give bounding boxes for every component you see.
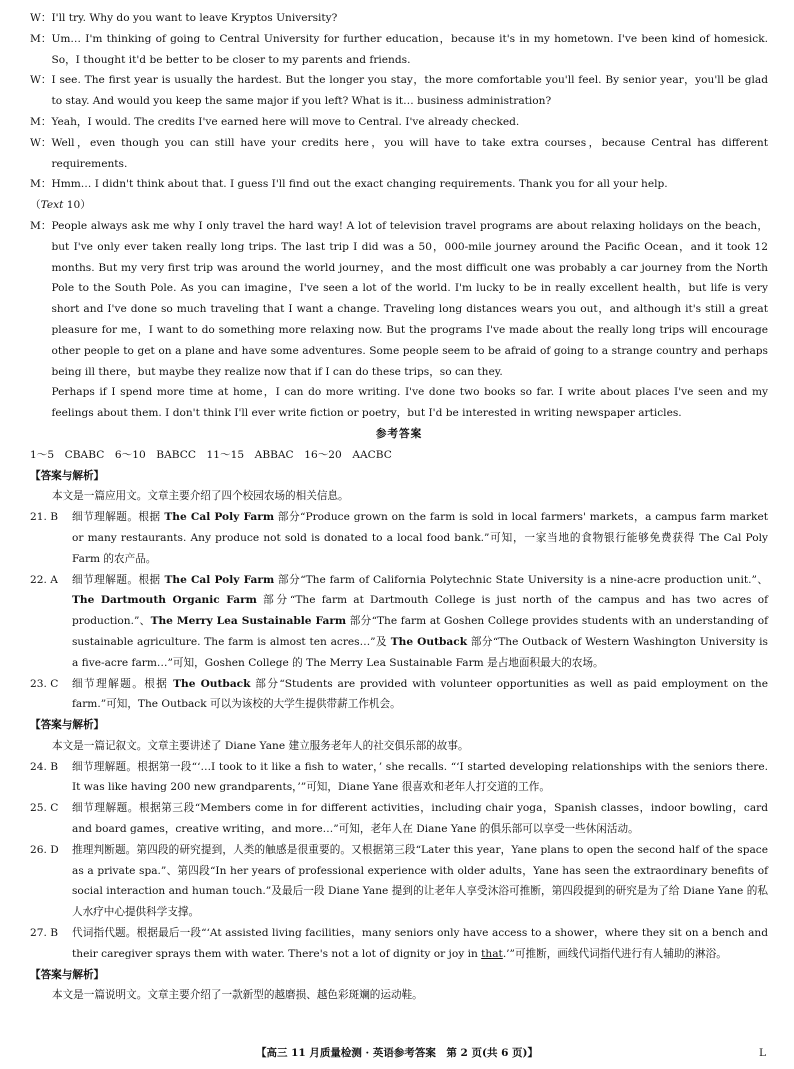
question-22: 22. A 细节理解题。根据 The Cal Poly Farm 部分“The farm of California Polytechnic State University is a nine-acre production unit.”、The Dartmouth Organic Farm 部分“The farm at Dartmouth College is just north of the campus and has two acres of production.”、The Merry Lea Sustainable Farm 部分“The farm at Goshen College provides students with an understanding of sustainable agriculture. The farm is almost ten acres…”及 The Outback 部分“The Outback of Western Washington University is a five-acre farm…”可知，Goshen College 的 The Merry Lea Sustainable Farm 是占地面积最大的农场。 <box>30 570 768 674</box>
speaker: M： <box>30 178 52 191</box>
answers-title: 参考答案 <box>375 427 423 440</box>
text10-label: （Text 10） <box>30 199 91 212</box>
dialogue-text9 <box>30 8 768 195</box>
speaker: W： <box>30 74 52 87</box>
speaker: M： <box>30 115 52 128</box>
speaker: M： <box>30 219 52 232</box>
line-text: I'll try. Why do you want to leave Kryptos University? <box>51 12 338 24</box>
question-number: 25. C <box>30 802 59 815</box>
text10-label-word: Text <box>40 199 64 212</box>
question-number: 26. D <box>30 843 59 856</box>
speaker: W： <box>30 12 52 24</box>
line-text: I see. The first year is usually the hardest. But the longer you stay，the more comfortable you'll feel. By senior year，you'll be glad to stay. And would you keep the same major if you left? What is it… business administration? <box>51 74 768 108</box>
line-text: Well，even though you can still have your credits here，you will have to take extra courses，because Central has different requirements. <box>51 136 768 170</box>
answer-page <box>30 8 768 1006</box>
section-b-intro: 本文是一篇记叙文。文章主要讲述了 Diane Yane 建立服务老年人的社交俱乐部的故事。 <box>52 739 469 752</box>
speaker: W： <box>30 136 52 149</box>
text10-monologue <box>30 216 768 424</box>
text10-paragraph-2: Perhaps if I spend more time at home，I can do more writing. I've done two books so far. I write about places I've seen and my feelings about them. I don't think I'll ever write fiction or poetry，but I'd be interested in writing newspaper articles. <box>51 386 768 420</box>
underlined-word: that <box>481 947 503 960</box>
section-label-c: 【答案与解析】 <box>30 968 105 981</box>
question-number: 22. A <box>30 573 58 586</box>
question-26: 26. D 推理判断题。第四段的研究提到，人类的触感是很重要的。又根据第三段“Later this year，Yane plans to open the second half of the space as a private spa.”、第四段“In her years of professional experience with older adults，Yane has seen the extraordinary benefits of social interaction and human touch.”及最后一段 Diane Yane 提到的让老年人享受沐浴可推断，第四段提到的研究是为了给 Diane Yane 的私人水疗中心提供科学支撑。 <box>30 840 768 923</box>
line-text: Hmm… I didn't think about that. I guess I'll find out the exact changing requirements. Thank you for all your help. <box>51 178 668 191</box>
line-text: Yeah，I would. The credits I've earned here will move to Central. I've already checked. <box>51 115 520 128</box>
section-c-intro: 本文是一篇说明文。文章主要介绍了一款新型的越磨损、越色彩斑斓的运动鞋。 <box>52 989 423 1002</box>
question-number: 24. B <box>30 760 58 773</box>
dialogue-line <box>30 133 768 175</box>
question-number: 27. B <box>30 927 58 940</box>
dialogue-line <box>30 112 768 133</box>
dialogue-line <box>30 29 768 71</box>
answer-keys: 1～5 CBABC 6～10 BABCC 11～15 ABBAC 16～20 AACBC <box>30 448 392 461</box>
page-footer: 【高三 11 月质量检测 · 英语参考答案 第 2 页(共 6 页)】 <box>255 1047 539 1059</box>
question-number: 23. C <box>30 677 59 690</box>
corner-mark: L <box>759 1047 766 1059</box>
question-24: 24. B 细节理解题。根据第一段“‘…I took to it like a fish to water，’ she recalls. “‘I started developing relationships with the seniors there. It was like having 200 new grandparents，’”可知，Diane Yane 很喜欢和老年人打交道的工作。 <box>30 757 768 799</box>
speaker: M： <box>30 32 52 45</box>
section-label-b: 【答案与解析】 <box>30 719 105 732</box>
question-number: 21. B <box>30 511 58 524</box>
dialogue-line <box>30 8 768 29</box>
question-27: 27. B 代词指代题。根据最后一段“‘At assisted living facilities，many seniors only have access to a shower，where they sit on a bench and their caregiver sprays them with water. There's not a lot of dignity or joy in that.’”可推断，画线代词指代进行有人辅助的淋浴。 <box>30 923 768 965</box>
text10-paragraph-1: People always ask me why I only travel the hard way! A lot of television travel programs are about relaxing holidays on the beach，but I've only ever taken really long trips. The last trip I did was a 50，000-mile journey around the Pacific Ocean，and it took 12 months. But my very first trip was around the world journey，and the most difficult one was probably a car journey from the North Pole to the South Pole. As you can imagine，I've seen a lot of the world. I'm lucky to be in really excellent health，but life is very short and I've done so much traveling that I want a change. Traveling long distances wears you out，and although it's still a great pleasure for me，I want to do something more relaxing now. But the programs I've made about the really long trips will encourage other people to get on a plane and have some adventures. Some people seem to be afraid of going to a strange country and perhaps being ill there，but maybe they realize now that if I can do these trips，so can they. <box>51 219 768 378</box>
section-a-intro: 本文是一篇应用文。文章主要介绍了四个校园农场的相关信息。 <box>52 490 349 503</box>
question-21: 21. B 细节理解题。根据 The Cal Poly Farm 部分“Produce grown on the farm is sold in local farmers' markets，a campus farm market or many restaurants. Any produce not sold is donated to a local food bank.”可知，一家当地的食物银行能够免费获得 The Cal Poly Farm 的农产品。 <box>30 507 768 569</box>
question-25: 25. C 细节理解题。根据第三段“Members come in for different activities，including chair yoga，Spanish classes，indoor bowling，card and board games，creative writing，and more…”可知，老年人在 Diane Yane 的俱乐部可以享受一些休闲活动。 <box>30 798 768 840</box>
line-text: Um… I'm thinking of going to Central University for further education，because it's in my hometown. I've been kind of homesick. So，I thought it'd be better to be closer to my parents and friends. <box>51 32 768 66</box>
question-23: 23. C 细节理解题。根据 The Outback 部分“Students are provided with volunteer opportunities as well as paid employment on the farm.”可知，The Outback 可以为该校的大学生提供带薪工作机会。 <box>30 674 768 716</box>
section-label-a: 【答案与解析】 <box>30 469 105 482</box>
dialogue-line <box>30 174 768 195</box>
dialogue-line <box>30 70 768 112</box>
